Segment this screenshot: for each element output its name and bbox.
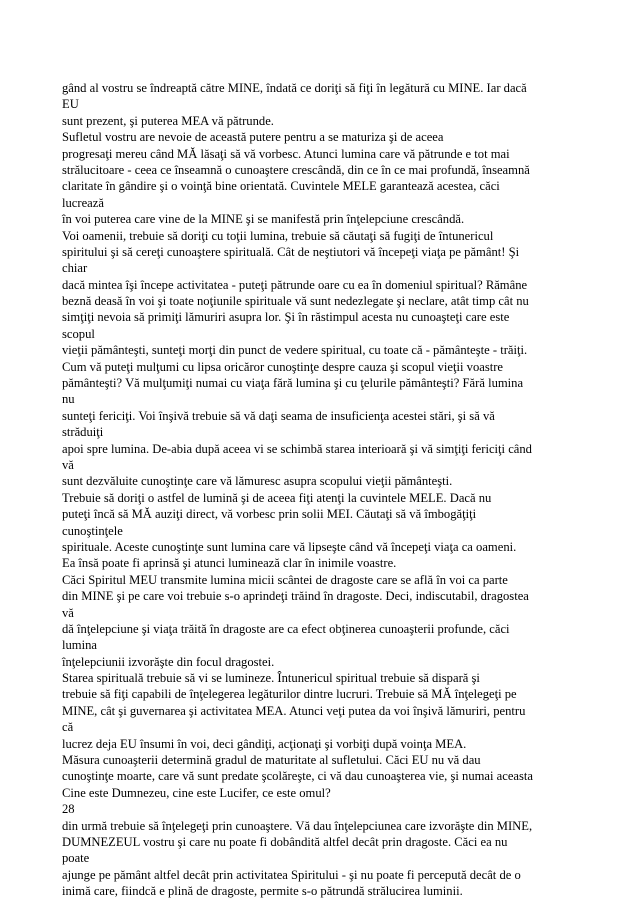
text-line: trebuie să fiţi capabili de înţelegerea legăturilor dintre lucruri. Trebuie să MĂ înţelegeţi pe	[62, 687, 517, 702]
text-line: simţiţi nevoia să primiţi lămuriri asupra lor. Şi în răstimpul acesta nu cunoaşteţi care este	[62, 310, 510, 325]
text-line: cunoştinţele	[62, 523, 123, 538]
text-line: beznă deasă în voi şi toate noţiunile spirituale vă sunt nedezlegate şi neclare, atât timp cât nu	[62, 294, 529, 309]
text-line: cunoştinţe moarte, care vă sunt predate şcolăreşte, ci vă dau cunoaşterea vie, şi numai aceasta	[62, 769, 534, 784]
text-line: Voi oamenii, trebuie să doriţi cu toţii lumina, trebuie să căutaţi să fugiţi de întunericul	[62, 228, 494, 243]
text-line: sunt dezvăluite cunoştinţe care vă lămuresc asupra scopului vieţii pământeşti.	[62, 474, 453, 489]
text-line: nu	[62, 392, 75, 407]
text-line: scopul	[62, 326, 95, 341]
text-line: MINE, cât şi guvernarea şi activitatea MEA. Atunci veţi putea da voi înşivă lămuriri, pentru	[62, 703, 526, 718]
text-line: EU	[62, 97, 79, 112]
text-line: ajunge pe pământ altfel decât prin activitatea Spiritului - şi nu poate fi percepută decât de o	[62, 867, 521, 882]
text-line: spirituale. Aceste cunoştinţe sunt lumina care vă lipseşte când vă începeţi viaţa ca oameni.	[62, 539, 517, 554]
text-line: spiritului şi să cereţi cunoaştere spirituală. Cât de neştiutori vă începeţi viaţa pe pământ! Şi	[62, 244, 520, 259]
text-line: din MINE şi pe care voi trebuie s-o aprindeţi trăind în dragoste. Deci, indiscutabil, dragostea	[62, 589, 529, 604]
text-line: pământeşti? Vă mulţumiţi numai cu viaţa fără lumina şi cu ţelurile pământeşti? Fără lumina	[62, 376, 524, 391]
text-line: Starea spirituală trebuie să vi se lumineze. Întunericul spiritual trebuie să dispară şi	[62, 671, 480, 686]
text-line: vă	[62, 605, 74, 620]
text-line: sunteţi fericiţi. Voi înşivă trebuie să vă daţi seama de insuficienţa acestei stări, şi să vă	[62, 408, 495, 423]
text-line: Cum vă puteţi mulţumi cu lipsa oricăror cunoştinţe despre cauza şi scopul vieţii voastre	[62, 359, 504, 374]
text-line: Ea însă poate fi aprinsă şi atunci luminează clar în inimile voastre.	[62, 556, 397, 571]
text-line: lucrează	[62, 195, 104, 210]
text-line: Căci Spiritul MEU transmite lumina micii scântei de dragoste care se află în voi ca parte	[62, 572, 508, 587]
text-line: Sufletul vostru are nevoie de această putere pentru a se maturiza şi de aceea	[62, 130, 444, 145]
text-line: înţelepciunii izvorăşte din focul dragostei.	[62, 654, 275, 669]
text-line: gând al vostru se îndreaptă către MINE, îndată ce doriţi să fiţi în legătură cu MINE. Iar dacă	[62, 81, 527, 95]
text-line: progresaţi mereu când MĂ lăsaţi să vă vorbesc. Atunci lumina care vă pătrunde e tot mai	[62, 146, 510, 161]
text-line: că	[62, 720, 74, 735]
text-line: vieţii pământeşti, sunteţi morţi din punct de vedere spiritual, cu toate că - pământeşte - trăiţi.	[62, 343, 528, 358]
body-text	[62, 80, 582, 900]
text-line: DUMNEZEUL vostru şi care nu poate fi dobândită altfel decât prin dragoste. Căci ea nu	[62, 834, 508, 849]
text-line: vă	[62, 457, 74, 472]
text-line: sunt prezent, şi puterea MEA vă pătrunde.	[62, 113, 274, 128]
text-line: strălucitoare - ceea ce înseamnă o cunoaştere crescândă, din ce în ce mai profundă, înseamnă	[62, 162, 530, 177]
text-line: lumina	[62, 638, 97, 653]
text-line: Cine este Dumnezeu, cine este Lucifer, ce este omul?	[62, 785, 331, 800]
text-line: Trebuie să doriţi o astfel de lumină şi de aceea fiţi atenţi la cuvintele MELE. Dacă nu	[62, 490, 492, 505]
text-line: poate	[62, 851, 90, 866]
text-line: lucrez deja EU însumi în voi, deci gândiţi, acţionaţi şi vorbiţi după voinţa MEA.	[62, 736, 467, 751]
text-line: 28	[62, 802, 75, 817]
text-line: chiar	[62, 261, 88, 276]
text-line: dă înţelepciune şi viaţa trăită în dragoste are ca efect obţinerea cunoaşterii profunde, căci	[62, 621, 510, 636]
text-line: apoi spre lumina. De-abia după aceea vi se schimbă starea interioară şi vă simţiţi fericiţi când	[62, 441, 532, 456]
text-line: dacă mintea îşi începe activitatea - puteţi pătrunde oare cu ea în domeniul spiritual? Rămâne	[62, 277, 528, 292]
text-line: puteţi încă să MĂ auziţi direct, vă vorbesc prin solii MEI. Căutaţi să vă îmbogăţiţi	[62, 507, 477, 522]
text-line: în voi puterea care vine de la MINE şi se manifestă prin înţelepciune crescândă.	[62, 212, 465, 227]
text-line: din urmă trebuie să înţelegeţi prin cunoaştere. Vă dau înţelepciunea care izvorăşte din MINE,	[62, 818, 533, 833]
text-line: claritate în gândire şi o voinţă bine orientată. Cuvintele MELE garantează acestea, căci	[62, 179, 500, 194]
text-line: străduiţi	[62, 425, 104, 440]
text-line: Măsura cunoaşterii determină gradul de maturitate al sufletului. Căci EU nu vă dau	[62, 753, 481, 768]
text-line: inimă care, fiindcă e plină de dragoste, permite s-o pătrundă strălucirea luminii.	[62, 884, 463, 899]
